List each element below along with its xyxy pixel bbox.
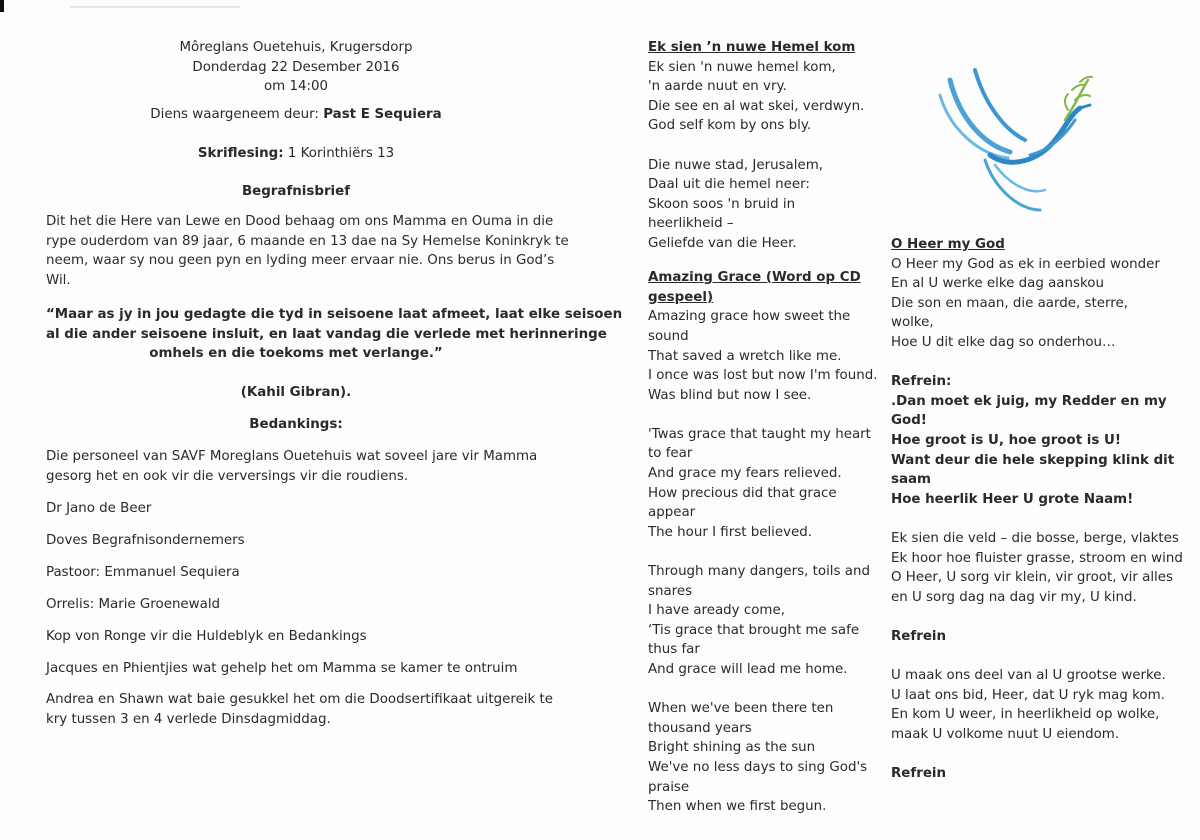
lyric-line: How precious did that grace	[648, 485, 837, 501]
funeral-letter-title: Begrafnisbrief	[241, 184, 351, 199]
lyric-line: U laat ons bid, Heer, dat U ryk mag kom.	[891, 687, 1165, 703]
lyric-line: en U sorg dag na dag vir my, U kind.	[891, 589, 1137, 605]
lyric-line: Daal uit die hemel neer:	[648, 177, 810, 193]
acknowledgement-line: Die personeel van SAVF Moreglans Ouetehuis wat soveel jare vir Mamma	[46, 449, 538, 464]
stanza	[648, 156, 878, 254]
lyric-line: sound	[648, 328, 689, 344]
lyric-line: praise	[648, 779, 690, 795]
song-o-heer-verse-1	[891, 255, 1191, 353]
acknowledgement-line: gesorg het en ook vir die verversings vir die roudiens.	[46, 468, 409, 484]
lyric-line: Was blind but now I see.	[648, 387, 812, 403]
quote-author: (Kahil Gibran).	[240, 385, 352, 400]
refrain-label: Refrein:	[891, 374, 952, 390]
funeral-letter-line: rype ouderdom van 89 jaar, 6 maande en 13 dae na Sy Hemelse Koninkryk te	[46, 233, 569, 249]
lyric-line: Skoon soos 'n bruid in	[648, 196, 796, 212]
lyric-line: 'n aarde nuut en vry.	[648, 79, 787, 95]
lyric-line: And grace will lead me home.	[648, 662, 848, 677]
song-amazing-grace-lyrics	[648, 307, 878, 816]
lyric-line: thus far	[648, 642, 700, 658]
lyric-line: Die nuwe stad, Jerusalem,	[648, 157, 824, 173]
lyric-line: The hour I first believed.	[648, 524, 813, 540]
quote-line: al die ander seisoene insluit, en laat vandag die verlede met herinneringe	[46, 326, 607, 342]
dove-icon	[930, 60, 1100, 220]
acknowledgement-item	[46, 627, 546, 647]
acknowledgement-item	[46, 499, 546, 519]
acknowledgement-line: Doves Begrafnisondernemers	[46, 532, 245, 548]
funeral-letter-text	[46, 212, 569, 290]
acknowledgement-line: Orrelis: Marie Groenewald	[46, 596, 221, 612]
song-amazing-grace	[648, 268, 878, 817]
funeral-letter-line: Dit het die Here van Lewe en Dood behaag om ons Mamma en Ouma in die	[46, 214, 554, 229]
song-o-heer-verse-3	[891, 666, 1191, 744]
lyric-line: En kom U weer, in heerlikheid op wolke,	[891, 707, 1160, 723]
refrain-line: Hoe heerlik Heer U grote Naam!	[891, 491, 1134, 507]
refrain-line: saam	[891, 472, 931, 488]
lyric-line: Die see en al wat skei, verdwyn.	[648, 98, 865, 114]
lyric-line: thousand years	[648, 720, 752, 736]
lyric-line: Ek sien die veld – die bosse, berge, vlaktes	[891, 530, 1179, 546]
song-amazing-grace-title	[648, 268, 878, 307]
lyric-line: Then when we first begun.	[648, 799, 827, 815]
funeral-letter-line: neem, waar sy nou geen pyn en lyding meer ervaar nie. Ons berus in God’s	[46, 253, 555, 269]
acknowledgement-item	[46, 531, 546, 551]
lyric-line: That saved a wretch like me.	[648, 348, 842, 364]
scan-fold-line	[70, 6, 240, 8]
refrain-line: God!	[891, 413, 927, 429]
lyric-line: Through many dangers, toils and	[648, 564, 870, 580]
acknowledgement-item	[46, 447, 546, 486]
venue-line: Môreglans Ouetehuis, Krugersdorp	[179, 40, 413, 55]
lyric-line: En al U werke elke dag aanskou	[891, 276, 1104, 292]
refrain-line: .Dan moet ek juig, my Redder en my	[891, 393, 1167, 409]
lyric-line: Amazing grace how sweet the	[648, 309, 851, 325]
acknowledgement-line: Jacques en Phientjies wat gehelp het om Mamma se kamer te ontruim	[46, 660, 518, 676]
lyric-line: appear	[648, 505, 696, 521]
acknowledgement-item	[46, 595, 546, 615]
song-title-line: gespeel)	[648, 289, 714, 305]
lyric-line: Bright shining as the sun	[648, 740, 816, 756]
lyric-line: Geliefde van die Heer.	[648, 235, 797, 251]
lyric-line: heerlikheid –	[648, 216, 734, 232]
service-header	[46, 38, 546, 97]
song-title-line: Amazing Grace (Word op CD	[648, 270, 861, 286]
acknowledgement-item	[46, 690, 554, 729]
date-line: Donderdag 22 Desember 2016	[192, 59, 400, 75]
lyric-line: We've no less days to sing God's	[648, 759, 868, 775]
lyric-line: I have aready come,	[648, 603, 785, 619]
lyric-line: ‘Tis grace that brought me safe	[648, 622, 860, 638]
song-nuwe-hemel	[648, 38, 878, 254]
time-line: om 14:00	[263, 79, 329, 95]
stanza	[648, 58, 878, 136]
stanza	[648, 307, 878, 405]
lyric-line: wolke,	[891, 315, 934, 331]
quote-line: omhels en die toekoms met verlange.”	[149, 346, 443, 362]
scripture-reading-line	[46, 144, 546, 164]
acknowledgements-list	[46, 447, 554, 742]
lyric-line: And grace my fears relieved.	[648, 466, 842, 482]
song-nuwe-hemel-lyrics	[648, 58, 878, 254]
acknowledgement-item	[46, 563, 546, 583]
lyric-line: Hoe U dit elke dag so onderhou…	[891, 334, 1116, 350]
lyric-line: maak U volkome nuut U eiendom.	[891, 726, 1120, 742]
acknowledgement-item	[46, 659, 546, 679]
refrain-marker-1: Refrein	[891, 628, 947, 644]
quote-line: “Maar as jy in jou gedagte die tyd in seisoene laat afmeet, laat elke seisoen	[46, 307, 623, 322]
funeral-letter-line: Wil.	[46, 272, 71, 288]
lyric-line: When we've been there ten	[648, 701, 834, 717]
lyric-line: O Heer my God as ek in eerbied wonder	[891, 256, 1160, 272]
song-o-heer-verse-2	[891, 529, 1191, 607]
acknowledgements-title: Bedankings:	[249, 417, 343, 432]
acknowledgement-line: Kop von Ronge vir die Huldeblyk en Bedankings	[46, 628, 367, 644]
lyric-line: 'Twas grace that taught my heart	[648, 426, 871, 442]
stanza	[648, 425, 878, 543]
song-o-heer-title: O Heer my God	[891, 237, 1005, 252]
officiant-line	[46, 105, 546, 125]
lyric-line: I once was lost but now I'm found.	[648, 368, 878, 384]
scan-edge-mark	[0, 0, 4, 12]
lyric-line: to fear	[648, 446, 693, 462]
right-column	[891, 235, 1191, 784]
reading-label: Skriflesing:	[197, 146, 284, 161]
stanza	[648, 562, 878, 680]
acknowledgement-line: Pastoor: Emmanuel Sequiera	[46, 564, 240, 580]
lyric-line: U maak ons deel van al U grootse werke.	[891, 668, 1166, 684]
acknowledgement-line: Andrea en Shawn wat baie gesukkel het om die Doodsertifikaat uitgereik te	[46, 692, 554, 708]
refrain-line: Hoe groot is U, hoe groot is U!	[891, 432, 1121, 448]
refrain-text	[891, 392, 1191, 510]
refrain-marker-2: Refrein	[891, 766, 947, 782]
lyric-line: O Heer, U sorg vir klein, vir groot, vir alles	[891, 570, 1173, 586]
song-nuwe-hemel-title: Ek sien ’n nuwe Hemel kom	[648, 40, 856, 55]
lyric-line: Ek hoor hoe fluister grasse, stroom en wind	[891, 550, 1183, 566]
middle-column	[648, 38, 878, 836]
officiant-name: Past E Sequiera	[323, 107, 442, 122]
lyric-line: God self kom by ons bly.	[648, 118, 812, 134]
stanza	[648, 699, 878, 817]
lyric-line: snares	[648, 583, 693, 599]
refrain-line: Want deur die hele skepping klink dit	[891, 452, 1175, 468]
quote-block	[46, 305, 623, 364]
lyric-line: Die son en maan, die aarde, sterre,	[891, 295, 1128, 311]
reading-text: 1 Korinthiërs 13	[287, 146, 395, 161]
acknowledgement-line: Dr Jano de Beer	[46, 500, 152, 516]
officiant-label: Diens waargeneem deur:	[150, 107, 319, 122]
lyric-line: Ek sien 'n nuwe hemel kom,	[648, 59, 836, 75]
acknowledgement-line: kry tussen 3 en 4 verlede Dinsdagmiddag.	[46, 712, 331, 728]
